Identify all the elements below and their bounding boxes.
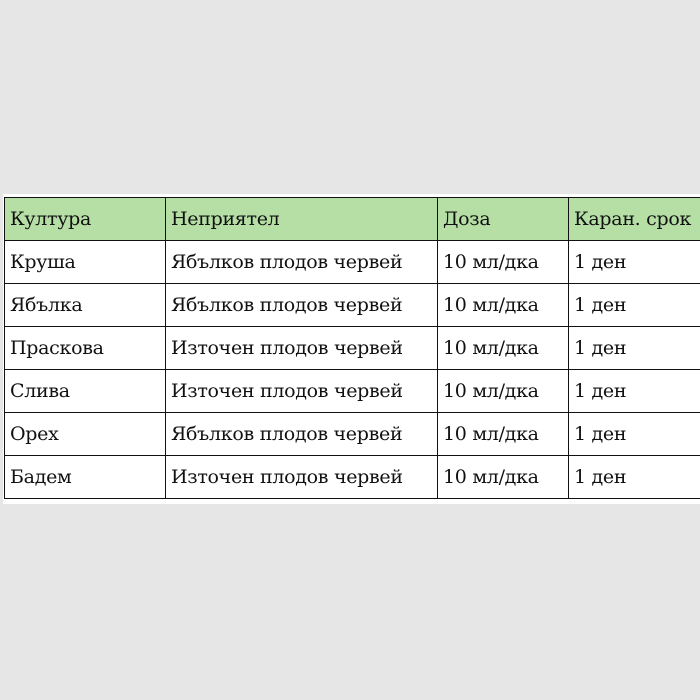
cell-crop: Круша bbox=[5, 241, 166, 284]
cell-pest: Ябълков плодов червей bbox=[166, 241, 438, 284]
header-pest: Неприятел bbox=[166, 198, 438, 241]
cell-quarantine-period: 1 ден bbox=[569, 370, 700, 413]
cell-crop: Бадем bbox=[5, 456, 166, 499]
cell-quarantine-period: 1 ден bbox=[569, 413, 700, 456]
cell-dose: 10 мл/дка bbox=[438, 284, 569, 327]
cell-quarantine-period: 1 ден bbox=[569, 284, 700, 327]
cell-dose: 10 мл/дка bbox=[438, 413, 569, 456]
header-quarantine-period: Каран. срок bbox=[569, 198, 700, 241]
table-row bbox=[5, 241, 700, 284]
header-dose: Доза bbox=[438, 198, 569, 241]
cell-dose: 10 мл/дка bbox=[438, 327, 569, 370]
cell-pest: Ябълков плодов червей bbox=[166, 284, 438, 327]
cell-crop: Орех bbox=[5, 413, 166, 456]
cell-dose: 10 мл/дка bbox=[438, 456, 569, 499]
table-header bbox=[5, 198, 700, 241]
table-row bbox=[5, 456, 700, 499]
table-row bbox=[5, 327, 700, 370]
cell-quarantine-period: 1 ден bbox=[569, 241, 700, 284]
header-row bbox=[5, 198, 700, 241]
cell-pest: Източен плодов червей bbox=[166, 327, 438, 370]
cell-quarantine-period: 1 ден bbox=[569, 327, 700, 370]
table-body bbox=[5, 241, 700, 499]
dosage-table bbox=[4, 197, 700, 499]
table-row bbox=[5, 284, 700, 327]
header-crop: Култура bbox=[5, 198, 166, 241]
cell-pest: Източен плодов червей bbox=[166, 456, 438, 499]
cell-dose: 10 мл/дка bbox=[438, 370, 569, 413]
cell-crop: Ябълка bbox=[5, 284, 166, 327]
cell-crop: Праскова bbox=[5, 327, 166, 370]
cell-pest: Източен плодов червей bbox=[166, 370, 438, 413]
cell-crop: Слива bbox=[5, 370, 166, 413]
table-row bbox=[5, 413, 700, 456]
table-container bbox=[3, 194, 700, 504]
cell-dose: 10 мл/дка bbox=[438, 241, 569, 284]
table-row bbox=[5, 370, 700, 413]
cell-pest: Ябълков плодов червей bbox=[166, 413, 438, 456]
cell-quarantine-period: 1 ден bbox=[569, 456, 700, 499]
